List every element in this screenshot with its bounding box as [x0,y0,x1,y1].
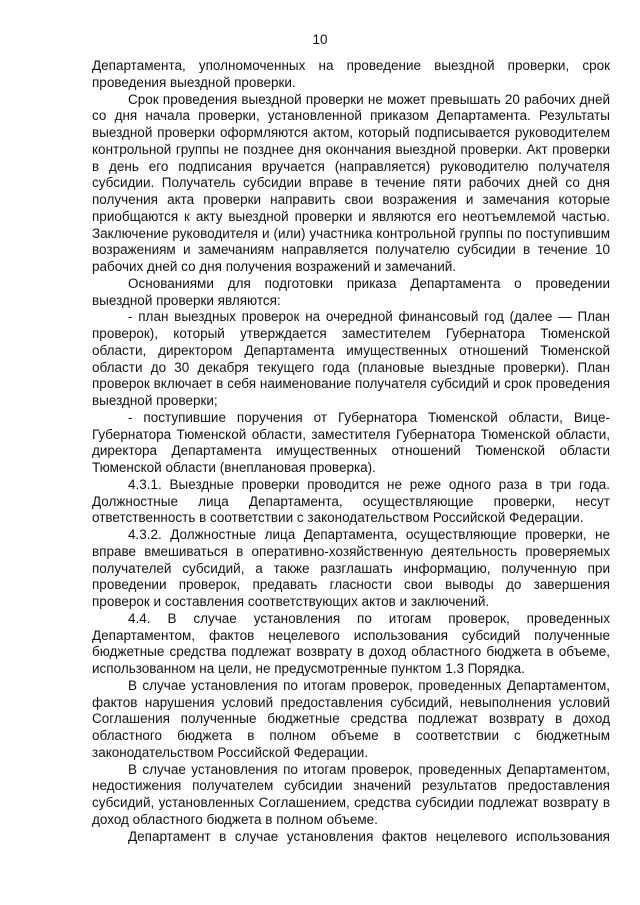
paragraph-continuation: Департамента, уполномоченных на проведение выездной проверки, срок проведения выездной проверки. [92,58,610,90]
paragraph-inspection-duration: Срок проведения выездной проверки не может превышать 20 рабочих дней со дня начала проверки, установленной приказом Департамента. Результаты выездной проверки оформляются актом, который подписывается руководителем контрольной группы не позднее дня окончания выездной проверки. Акт проверки в день его подписания вручается (направляется) руководителю получателя субсидии. Получатель субсидии вправе в течение пяти рабочих дней со дня получения акта проверки направить свои возражения и замечания которые приобщаются к акту выездной проверки и являются его неотъемлемой частью. Заключение руководителя и (или) участника контрольной группы по поступившим возражениям и замечаниям направляется получателю субсидии в течение 10 рабочих дней со дня получения возражений и замечаний. [92,91,610,274]
paragraph-misuse-continuation: Департамент в случае установления фактов нецелевого использования [128,828,610,844]
paragraph-violation-return: В случае установления по итогам проверок, проведенных Департаментом, фактов нарушения условий предоставления субсидий, невыполнения условий Соглашения полученные бюджетные средства подлежат возврату в доход областного бюджета в полном объеме в соответствии с бюджетным законодательством Российской Федерации. [92,677,610,760]
clause-4-3-1: 4.3.1. Выездные проверки проводится не реже одного раза в три года. Должностные лица Департамента, осуществляющие проверки, несут ответственность в соответствии с законодательством Российской Федерации. [92,476,610,526]
list-item-governor-instructions: - поступившие поручения от Губернатора Тюменской области, Вице-Губернатора Тюменской области, заместителя Губернатора Тюменской области, директора Департамента имущественных отношений Тюменской области Тюменской области (внеплановая проверка). [92,409,610,475]
paragraph-results-return: В случае установления по итогам проверок, проведенных Департаментом, недостижения получателем субсидии значений результатов предоставления субсидий, установленных Соглашением, средства субсидии подлежат возврату в доход областного бюджета в полном объеме. [92,761,610,827]
list-item-inspection-plan: - план выездных проверок на очередной финансовый год (далее — План проверок), который утверждается заместителем Губернатора Тюменской области, директором Департамента имущественных отношений Тюменской области до 30 декабря текущего года (плановые выездные проверки). План проверок включает в себя наименование получателя субсидий и срок проведения выездной проверки; [92,309,610,408]
page-number: 10 [312,32,328,47]
clause-4-3-2: 4.3.2. Должностные лица Департамента, осуществляющие проверки, не вправе вмешиваться в оперативно-хозяйственную деятельность проверяемых получателей субсидий, а также разглашать информацию, полученную при проведении проверок, предавать гласности свои выводы до завершения проверок и составления соответствующих актов и заключений. [92,527,610,609]
paragraph-order-grounds: Основаниями для подготовки приказа Департамента о проведении выездной проверки являются: [92,275,610,308]
document-body [92,58,610,845]
clause-4-4: 4.4. В случае установления по итогам проверок, проведенных Департаментом, фактов нецелевого использования субсидий полученные бюджетные средства подлежат возврату в доход областного бюджета в объеме, использованном на цели, не предусмотренные пунктом 1.3 Порядка. [92,610,610,676]
